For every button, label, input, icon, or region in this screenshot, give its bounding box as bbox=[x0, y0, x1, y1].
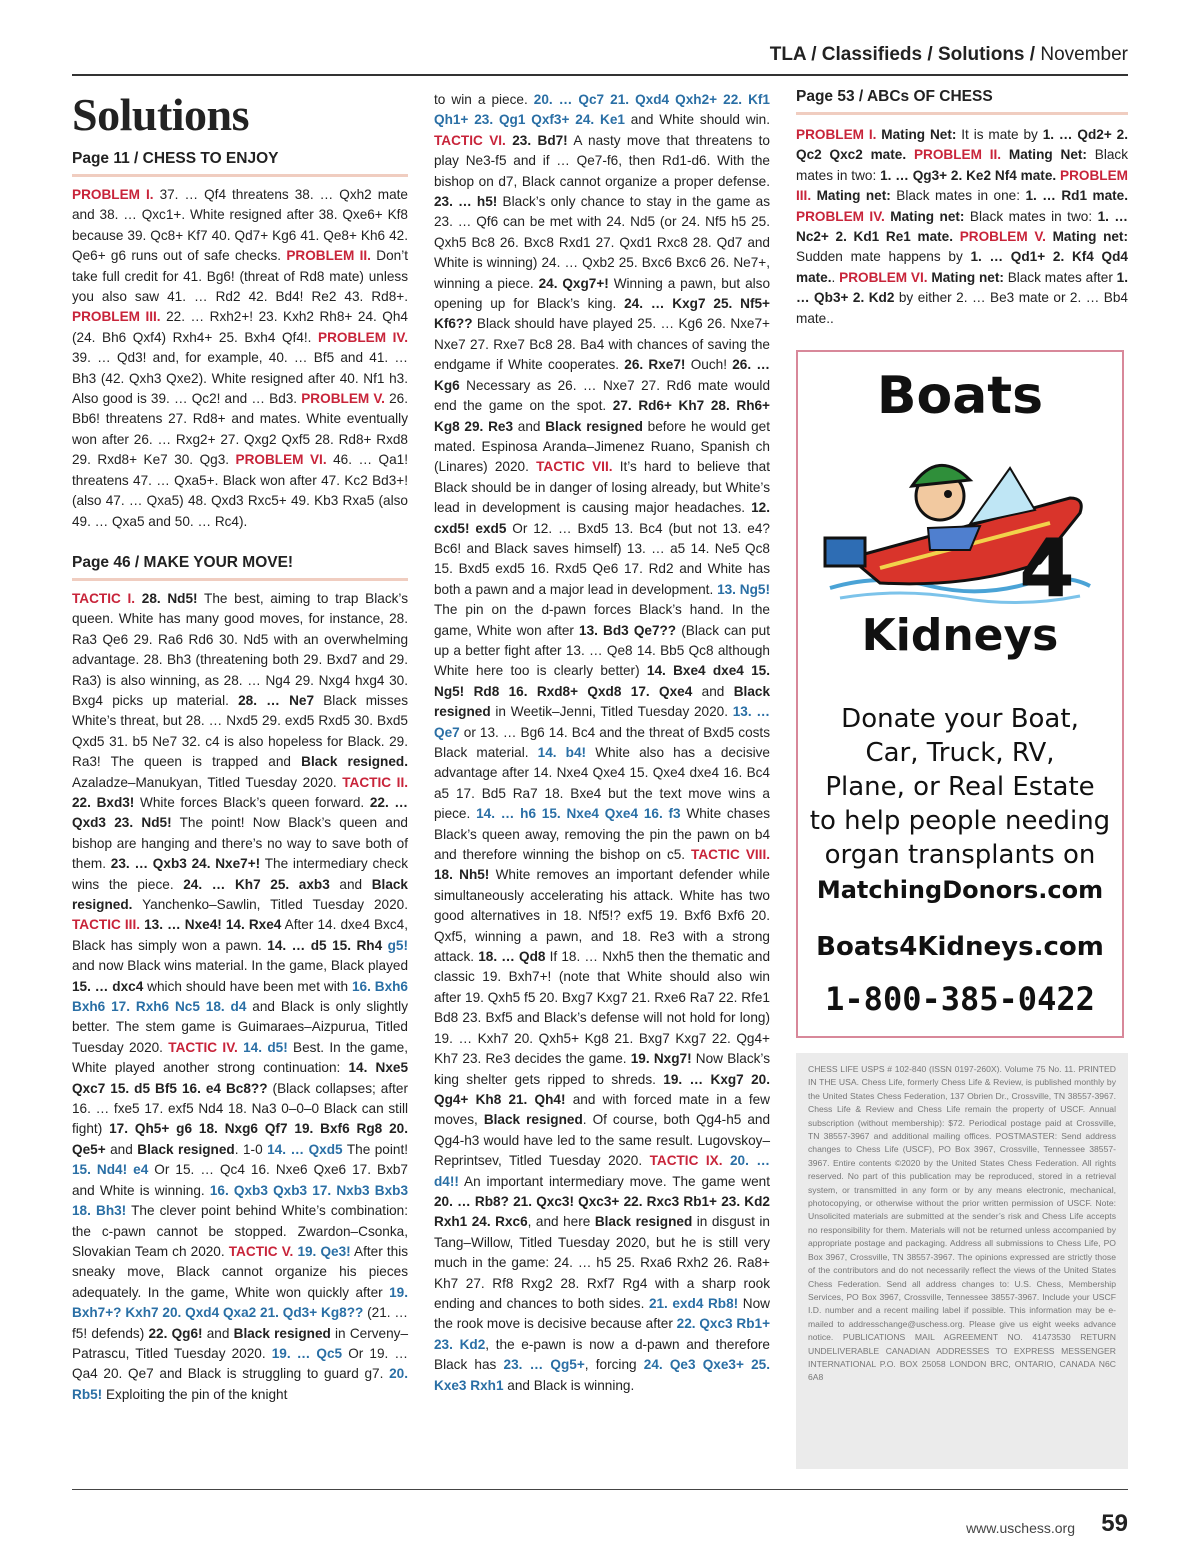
solutions-text-chess-to-enjoy bbox=[72, 185, 408, 532]
bold-move: 23. Bd7! bbox=[512, 132, 568, 148]
bold-move: 1. … Qd1+ 2. Kf4 Qd4 mate. bbox=[796, 249, 1128, 285]
ad-donate-line-1: Donate your Boat, bbox=[841, 704, 1079, 734]
problem-label: PROBLEM II. bbox=[286, 248, 371, 264]
text-run: It’s hard to believe that Black should be in danger of losing already, but White’s lead in development is causing major headaches. bbox=[434, 459, 770, 516]
problem-label: PROBLEM IV. bbox=[796, 208, 885, 224]
highlighted-move: 14. d5! bbox=[243, 1039, 288, 1055]
text-run: Black mates in one: bbox=[890, 188, 1026, 204]
problem-label: PROBLEM II. bbox=[913, 147, 1002, 163]
bold-move: Black resigned. bbox=[301, 754, 408, 770]
bold-move: 23. … Qxb3 24. Nxe7+! bbox=[110, 856, 261, 872]
bold-move: 20. … Rb8? 21. Qxc3! Qxc3+ 22. Rxc3 Rb1+ 23. Kd2 Rxh1 24. Rxc6 bbox=[434, 1193, 770, 1230]
highlighted-move: 20. … Qc7 21. Qxd4 Qxh2+ 22. Kf1 Qh1+ 23. Qg1 Qxf3+ 24. Ke1 bbox=[434, 92, 770, 128]
boats4kidneys-ad bbox=[796, 350, 1124, 1038]
footer-rule bbox=[72, 1489, 1128, 1490]
text-run bbox=[1046, 229, 1053, 244]
highlighted-move: 19. Qe3! bbox=[297, 1243, 351, 1259]
ad-donate-line-2: Car, Truck, RV, bbox=[865, 738, 1055, 768]
text-run: (21. … f5! defends) bbox=[72, 1305, 409, 1341]
text-run: and bbox=[513, 418, 546, 434]
text-run: The intermediary check wins the piece. bbox=[72, 856, 409, 892]
text-run: Now Black’s king shelter gets ripped to shreds. bbox=[434, 1051, 771, 1087]
problem-label: PROBLEM VI. bbox=[839, 269, 928, 285]
text-run bbox=[906, 147, 914, 162]
text-run: and Black is winning. bbox=[503, 1377, 635, 1393]
text-run: Sudden mate happens by bbox=[796, 249, 971, 265]
text-run: The point! Now Black’s queen and bishop are hanging and there’s no way to save both of them. bbox=[72, 815, 408, 872]
section-heading-chess-to-enjoy: Page 11 / CHESS TO ENJOY bbox=[72, 150, 408, 177]
highlighted-move: g5! bbox=[387, 937, 409, 953]
publication-notice-text: CHESS LIFE USPS # 102-840 (ISSN 0197-260X). Volume 75 No. 11. PRINTED IN THE USA. Chess Life, formerly Chess Life & Review, is published monthly by the United States Chess Federation, 137 Obrien Dr., Crossville, TN 38557-3967. Chess Life & Review and Chess Life remain the property of USCF. Annual subscription (without membership): $72. Periodical postage paid at Crossville, TN 38557-3967 and additional mailing offices. POSTMASTER: Send address changes to Chess Life (USCF), PO Box 3967, Crossville, Tennessee 38557-3967. Entire contents ©2020 by the United States Chess Federation. All rights reserved. No part of this publication may be reproduced, stored in a retrieval system, or transmitted in any form or by any means electronic, mechanical, photocopying, or otherwise without the prior written permission of USCF. Note: Unsolicited materials are submitted at the sender’s risk and Chess Life accepts no responsibility for them. Materials will not be returned unless accompanied by appropriate postage and packaging. Address all submissions to Chess Life, PO Box 3967, Crossville, TN 38557-3967. The opinions expressed are strictly those of the contributors and do not necessarily reflect the views of the United States Chess Federation. Send all address changes to: U.S. Chess, Membership Services, PO Box 3967, Crossville, Tennessee 38557-3967. Include your USCF I.D. number and a recent mailing label if possible. This information may be e-mailed to addresschange@uschess.org. Please give us eight weeks advance notice. PUBLICATIONS MAIL AGREEMENT NO. 41473530 RETURN UNDELIVERABLE CANADIAN ADDRESSES TO EXPRESS MESSENGER INTERNATIONAL P.O. BOX 25058 LONDON BRC, ONTARIO, CANADA N6C 6A8 bbox=[808, 1064, 1116, 1383]
text-run: The best, aiming to trap Black’s queen. White has many good moves, for instance, 28. Ra3 Qe6 29. Ra6 Rd6 30. Nd5 with an overwhelming advantage. 28. Bh3 (threatening both 29. Bxd7 and 29. Ra3) is also winning, as 28. … Ng4 29. Nxg4 hxg4 30. Bxg4 picks up material. bbox=[72, 590, 408, 708]
bold-move: Black resigned bbox=[483, 1112, 583, 1128]
text-run: , the e-pawn is now a d-pawn and therefore Black has bbox=[434, 1336, 770, 1373]
text-run: . bbox=[831, 269, 840, 285]
bold-move: 13. … Nxe4! 14. Rxe4 bbox=[144, 917, 282, 933]
highlighted-move: 14. … Qxd5 bbox=[267, 1141, 343, 1157]
text-run bbox=[723, 1153, 730, 1168]
column-3 bbox=[796, 88, 1128, 329]
ad-site-matchingdonors: MatchingDonors.com bbox=[816, 876, 1104, 904]
bold-move: 22. Bxd3! bbox=[72, 794, 135, 810]
problem-label: PROBLEM VI. bbox=[235, 452, 327, 468]
text-run: White forces Black’s queen forward. bbox=[134, 794, 370, 810]
text-run: White removes an important defender while simultaneously accelerating his attack. White has two good alternatives in 18. Nf5!? exf5 19. Bxf6 Bxf6 20. Qxf5, winning a pawn, and 18. Re3 with a strong attack. bbox=[434, 867, 770, 965]
text-run: by either 2. … Be3 mate or 2. … Bb4 mate.. bbox=[796, 290, 1128, 326]
problem-label: TACTIC II. bbox=[342, 774, 408, 790]
text-run: 39. … Qd3! and, for example, 40. … Bf5 and 41. … Bh3 (42. Qxh3 Qxe2). White resigned after 40. Nf1 h3. Also good is 39. … Qc2! and … Bd3. bbox=[72, 350, 408, 407]
page-title: Solutions bbox=[72, 89, 250, 140]
bold-move: 17. Qh5+ g6 18. Nxg6 Qf7 19. Bxf6 Rg8 20. Qe5+ bbox=[72, 1121, 409, 1157]
text-run: . Of course, both Qg4-h5 and Qg4-h3 would have led to the same result. Lugovskoy–Reprintsev, Titled Tuesday 2020. bbox=[434, 1112, 770, 1169]
text-run: Necessary as 26. … Nxe7 27. Rd6 mate would end the game on the spot. bbox=[434, 377, 770, 414]
text-run: (Black collapses; after 16. … fxe5 17. exf5 Nd4 18. Na3 0–0–0 Black can still fight) bbox=[72, 1080, 408, 1137]
header-rule bbox=[72, 74, 1128, 76]
text-run: in Cerveny–Patrascu, Titled Tuesday 2020. bbox=[72, 1325, 409, 1361]
text-run: and Black is only slightly better. The stem game is Guimaraes–Aizpurua, Titled Tuesday 2020. bbox=[72, 999, 408, 1055]
text-run bbox=[1001, 147, 1009, 162]
text-run: Ouch! bbox=[685, 357, 733, 373]
text-run: and with forced mate in a few moves, bbox=[434, 1091, 770, 1128]
highlighted-move: 16. Bxh6 Bxh6 17. Rxh6 Nc5 18. d4 bbox=[72, 978, 408, 1015]
bold-move: Black resigned bbox=[434, 683, 771, 720]
text-run: Black misses White’s threat, but 28. … Nxd5 29. exd5 Rxd5 30. Bxd5 Qxd5 31. b5 Ne7 32. c4 is also hopeless for Black. 29. Ra3! The queen is trapped and bbox=[72, 692, 409, 770]
text-run: Black should have played 25. … Kg6 26. Nxe7+ Nxe7 27. Rxe7 Bc8 28. Ba4 with chances of saving the endgame if White cooperates. bbox=[434, 316, 770, 373]
text-run: and bbox=[692, 683, 734, 699]
highlighted-move: 20. … d4!! bbox=[434, 1153, 770, 1189]
text-run: 22. … Rxh2+! 23. Kxh2 Rh8+ 24. Qh4 (24. Bh6 Qxf4) Rxh4+ 25. Bxh4 Qf4!. bbox=[72, 309, 408, 345]
bold-move: Black resigned bbox=[594, 1214, 693, 1230]
text-run: and bbox=[105, 1141, 138, 1157]
bold-move: 24. Qxg7+! bbox=[538, 275, 609, 291]
text-run: in Weetik–Jenni, Titled Tuesday 2020. bbox=[490, 704, 733, 720]
highlighted-move: 13. Ng5! bbox=[717, 581, 770, 597]
text-run: and now Black wins material. In the game, Black played bbox=[72, 958, 408, 974]
problem-label: PROBLEM V. bbox=[959, 229, 1046, 245]
ad-phone-number: 1-800-385-0422 bbox=[825, 980, 1095, 1018]
problem-label: TACTIC IV. bbox=[168, 1039, 238, 1055]
bold-move: 18. Nh5! bbox=[434, 867, 490, 883]
bold-move: 28. Nd5! bbox=[141, 590, 198, 606]
ad-donate-line-5: organ transplants on bbox=[824, 840, 1096, 870]
bold-move: Mating Net: bbox=[881, 127, 957, 142]
text-run: and White should win. bbox=[624, 112, 770, 128]
bold-move: 1. … Nc2+ 2. Kd1 Re1 mate. bbox=[796, 208, 1128, 245]
text-run: Exploiting the pin of the knight bbox=[102, 1386, 288, 1402]
problem-label: PROBLEM IV. bbox=[318, 329, 408, 345]
text-run: Black mates after bbox=[1003, 269, 1117, 285]
text-run: Now the rook move is decisive because after bbox=[434, 1295, 770, 1332]
solutions-text-continued bbox=[434, 90, 770, 1396]
problem-label: PROBLEM III. bbox=[796, 167, 1128, 204]
problem-label: TACTIC I. bbox=[72, 590, 136, 606]
bold-move: 19. Nxg7! bbox=[630, 1051, 692, 1067]
bold-move: Black resigned bbox=[137, 1141, 235, 1157]
highlighted-move: 14. … h6 15. Nxe4 Qxe4 16. f3 bbox=[476, 806, 681, 822]
highlighted-move: 14. b4! bbox=[537, 745, 587, 760]
text-run: After this sneaky move, Black cannot organize his pieces adequately. In the game, White won quickly after bbox=[72, 1243, 409, 1300]
bold-move: Black resigned bbox=[545, 418, 643, 434]
bold-move: 18. … Qd8 bbox=[478, 949, 546, 965]
ad-site-boats4kidneys: Boats4Kidneys.com bbox=[816, 932, 1104, 962]
text-run: It is mate by bbox=[956, 127, 1043, 142]
bold-move: 28. … Ne7 bbox=[238, 692, 315, 708]
problem-label: PROBLEM I. bbox=[72, 187, 154, 202]
text-run: The clever point behind White’s combination: the c-pawn cannot be stopped. Zwardon–Csonka, Slovakian Team ch 2020. bbox=[72, 1203, 408, 1259]
text-run: Or 15. … Qc4 16. Nxe6 Qxe6 17. Bxb7 and White is winning. bbox=[72, 1162, 408, 1198]
ad-headline-boats: Boats bbox=[876, 366, 1044, 426]
text-run: , forcing bbox=[584, 1357, 644, 1373]
text-run: , and here bbox=[527, 1214, 595, 1230]
column-1 bbox=[72, 88, 408, 1405]
text-run: Or 19. … Qa4 20. Qe7 and Black is struggling to guard g7. bbox=[72, 1345, 408, 1382]
text-run: (Black can put up a better fight after 13. … Qe8 14. Bb5 Qc8 although White here too is clearly better) bbox=[434, 622, 770, 679]
section-heading-make-your-move: Page 46 / MAKE YOUR MOVE! bbox=[72, 554, 408, 581]
text-run: Black mates in two: bbox=[796, 147, 1128, 183]
text-run: The point! bbox=[342, 1141, 408, 1157]
bold-move: 15. … dxc4 bbox=[72, 978, 144, 994]
text-run: or 13. … Bg6 14. Bc4 and the threat of Bxd5 costs Black material. bbox=[434, 724, 770, 760]
bold-move: 13. Bd3 Qe7?? bbox=[579, 622, 677, 638]
problem-label: TACTIC VI. bbox=[434, 132, 506, 148]
text-run: and bbox=[329, 876, 372, 892]
ad-number-4: 4 bbox=[1019, 522, 1075, 615]
text-run: before he would get mated. Espinosa Aranda–Jimenez Ruano, Spanish ch (Linares) 2020. bbox=[434, 418, 770, 475]
bold-move: 1. … Qd2+ 2. Qc2 Qxc2 mate. bbox=[796, 127, 1128, 163]
bold-move: 1. … Rd1 mate. bbox=[1025, 188, 1128, 204]
text-run: . 1-0 bbox=[234, 1141, 268, 1157]
page-number: 59 bbox=[1101, 1510, 1128, 1537]
highlighted-move: 19. … Qc5 bbox=[271, 1345, 343, 1361]
footer-url: www.uschess.org bbox=[966, 1520, 1075, 1536]
highlighted-move: 19. Bxh7+? Kxh7 20. Qxd4 Qxa2 21. Qd3+ Kg8?? bbox=[72, 1284, 408, 1321]
highlighted-move: 23. … Qg5+ bbox=[503, 1357, 585, 1373]
section-heading-abcs-of-chess: Page 53 / ABCs OF CHESS bbox=[796, 88, 1128, 115]
text-run: in disgust in Tang–Willow, Titled Tuesday 2020, but he is still very much in the game: 24. … h5 25. Rxa6 Rxh2 26. Ra8+ Kh7 27. Rf8 Rxg2 28. Rxf7 Rg4 with a sharp rook ending and chances to both sides. bbox=[434, 1214, 770, 1311]
solutions-text-make-your-move bbox=[72, 589, 408, 1405]
bold-move: 19. … Kxg7 20. Qg4+ Kh8 21. Qh4! bbox=[434, 1071, 771, 1107]
bold-move: Mating net: bbox=[816, 188, 891, 204]
highlighted-move: 20. Rb5! bbox=[72, 1366, 408, 1402]
text-run: to win a piece. bbox=[434, 92, 534, 107]
bold-move: 14. … d5 15. Rh4 bbox=[267, 937, 383, 953]
bold-move: 26. … Kg6 bbox=[434, 357, 770, 393]
text-run: A nasty move that threatens to play Ne3-f5 and if … Qe7-f6, then Rd1-d6. With the bishop on d7, Black cannot organize a proper defense. bbox=[434, 132, 770, 189]
text-run: Winning a pawn, but also opening up for Black’s king. bbox=[434, 275, 771, 312]
problem-label: TACTIC VII. bbox=[536, 459, 613, 475]
bold-move: 24. … Kxg7 25. Nf5+ Kf6?? bbox=[434, 296, 770, 332]
highlighted-move: 13. … Qe7 bbox=[434, 704, 770, 740]
text-run: Don’t take full credit for 41. Bg6! (threat of Rd8 mate) unless you also saw 41. … Rd2 42. Bd4! Re2 43. Rd8+. bbox=[72, 248, 408, 305]
bold-move: 14. Nxe5 Qxc7 15. d5 Bf5 16. e4 Bc8?? bbox=[72, 1060, 408, 1096]
text-run: An important intermediary move. The game went bbox=[458, 1173, 770, 1189]
bold-move: Mating net: bbox=[931, 269, 1004, 285]
problem-label: PROBLEM I. bbox=[796, 127, 877, 142]
bold-move: 24. … Kh7 25. axb3 bbox=[183, 876, 330, 892]
publication-notice bbox=[796, 1053, 1128, 1469]
problem-label: PROBLEM V. bbox=[301, 391, 385, 407]
text-run: and bbox=[202, 1325, 234, 1341]
problem-label: TACTIC V. bbox=[228, 1243, 294, 1259]
ad-donate-line-4: to help people needing bbox=[809, 806, 1111, 836]
bold-move: Mating net: bbox=[1052, 229, 1128, 245]
highlighted-move: 21. exd4 Rb8! bbox=[648, 1295, 739, 1311]
column-2 bbox=[434, 90, 770, 1396]
text-run: Best. In the game, White played another strong continuation: bbox=[72, 1039, 408, 1076]
problem-label: TACTIC III. bbox=[72, 917, 141, 933]
problem-label: PROBLEM III. bbox=[72, 309, 161, 325]
text-run: Black mates in two: bbox=[964, 208, 1098, 224]
text-run bbox=[953, 229, 960, 244]
bold-move: Black resigned. bbox=[72, 876, 408, 912]
highlighted-move: 15. Nd4! e4 bbox=[72, 1162, 149, 1178]
text-run: Yanchenko–Sawlin, Titled Tuesday 2020. bbox=[132, 897, 408, 912]
bold-move: 12. cxd5! exd5 bbox=[434, 500, 770, 536]
text-run: 46. … Qa1! threatens 47. … Qxa5+. Black won after 47. Kc2 Bd3+! (also 47. … Qxa5) 48. Qxd3 Rxc5+ 49. Kb3 Rxa5 (also 49. … Qxa5 and 50. … Rc4). bbox=[72, 452, 409, 529]
bold-move: 23. … h5! bbox=[434, 194, 498, 210]
bold-move: 22. Qg6! bbox=[148, 1325, 203, 1341]
text-run: If 18. … Nxh5 then the thematic and classic 19. Bxh7+! (note that White should also win after 19. Qxh5 f5 20. Bxg7 Kxg7 21. Rxe6 Ra7 22. Rfe1 Bd8 23. Bxf5 and Black’s defense will not hold for long) 19. … Kxh7 20. Qxh5+ Kg8 21. Bxg7 Kxg7 22. Qg4+ Kh7 23. Re3 decides the game. bbox=[434, 949, 771, 1067]
text-run: The pin on the d-pawn forces Black’s hand. In the game, White won after bbox=[434, 602, 770, 638]
ad-headline-kidneys: Kidneys bbox=[861, 610, 1059, 661]
text-run: 26. Bb6! threatens 27. Rd8+ and mates. White eventually won after 26. … Rxg2+ 27. Qxg2 Qxf5 28. Rd8+ Rxd8 29. Rxd8+ Ke7 30. Qg3. bbox=[72, 391, 408, 468]
solutions-text-abcs bbox=[796, 125, 1128, 329]
highlighted-move: 16. Qxb3 Qxb3 17. Nxb3 Bxb3 18. Bh3! bbox=[72, 1182, 409, 1219]
text-run: White also has a decisive advantage after 14. Nxe4 Qxe4 15. Qxe4 dxe4 16. Bc4 a5 17. Bd5 Ra7 18. Bxe4 but the text move wins a piece. bbox=[434, 745, 770, 822]
bold-move: 26. Rxe7! bbox=[624, 357, 686, 373]
bold-move: 22. … Qxd3 23. Nd5! bbox=[72, 794, 408, 831]
bold-move: 27. Rd6+ Kh7 28. Rh6+ Kg8 29. Re3 bbox=[434, 398, 770, 434]
text-run: Azaladze–Manukyan, Titled Tuesday 2020. bbox=[72, 774, 343, 790]
bold-move: 1. … Qb3+ 2. Kd2 bbox=[796, 269, 1129, 306]
bold-move: Mating net: bbox=[890, 208, 965, 224]
running-header: TLA / Classifieds / Solutions / November bbox=[769, 44, 1128, 65]
bold-move: 14. Bxe4 dxe4 15. Ng5! Rd8 16. Rxd8+ Qxd8 17. Qxe4 bbox=[434, 663, 770, 699]
problem-label: TACTIC VIII. bbox=[691, 847, 770, 863]
ad-donate-line-3: Plane, or Real Estate bbox=[825, 772, 1095, 802]
text-run: Black’s only chance to stay in the game as 23. … Qf6 can be met with 24. Nd5 (or 24. Nf5 h5 25. Qxh5 Bc8 26. Bxc8 Rxd1 27. Qxd1 Rxc8 28. Qd7 and White is winning) 24. … Qxb2 25. Bxc6 Bxc6 26. Ne7+, winning a piece. bbox=[434, 194, 770, 291]
bold-move: Black resigned bbox=[233, 1325, 331, 1341]
bold-move: Mating Net: bbox=[1008, 147, 1087, 163]
text-run bbox=[135, 591, 142, 606]
text-run: After 14. dxe4 Bxc4, Black has simply won a pawn. bbox=[72, 917, 408, 953]
bold-move: 1. … Qg3+ 2. Ke2 Nf4 mate. bbox=[880, 167, 1057, 183]
text-run: White chases Black’s queen away, removing the pin the pawn on b4 and therefore winning the bishop on c5. bbox=[434, 806, 770, 863]
highlighted-move: 24. Qe3 Qxe3+ 25. Kxe3 Rxh1 bbox=[434, 1357, 771, 1393]
highlighted-move: 22. Qxc3 Rb1+ 23. Kd2 bbox=[434, 1316, 771, 1352]
text-run: which should have been met with bbox=[143, 978, 352, 994]
text-run: 37. … Qf4 threatens 38. … Qxh2 mate and 38. … Qxc1+. White resigned after 38. Qxe6+ Kf8 because 39. Qc8+ Kf7 40. Qd7+ Kg6 41. Qe8+ Kh6 42. Qe6+ g6 runs out of safe checks. bbox=[72, 187, 408, 264]
problem-label: TACTIC IX. bbox=[649, 1153, 723, 1169]
text-run: Or 12. … Bxd5 13. Bc4 (but not 13. e4? Bc6! and Black saves himself) 13. … a5 14. Ne5 Qc8 15. Bxd5 exd5 16. Rxd5 Qe6 17. Rd2 and White has both a pawn and a major lead in development. bbox=[434, 520, 770, 597]
